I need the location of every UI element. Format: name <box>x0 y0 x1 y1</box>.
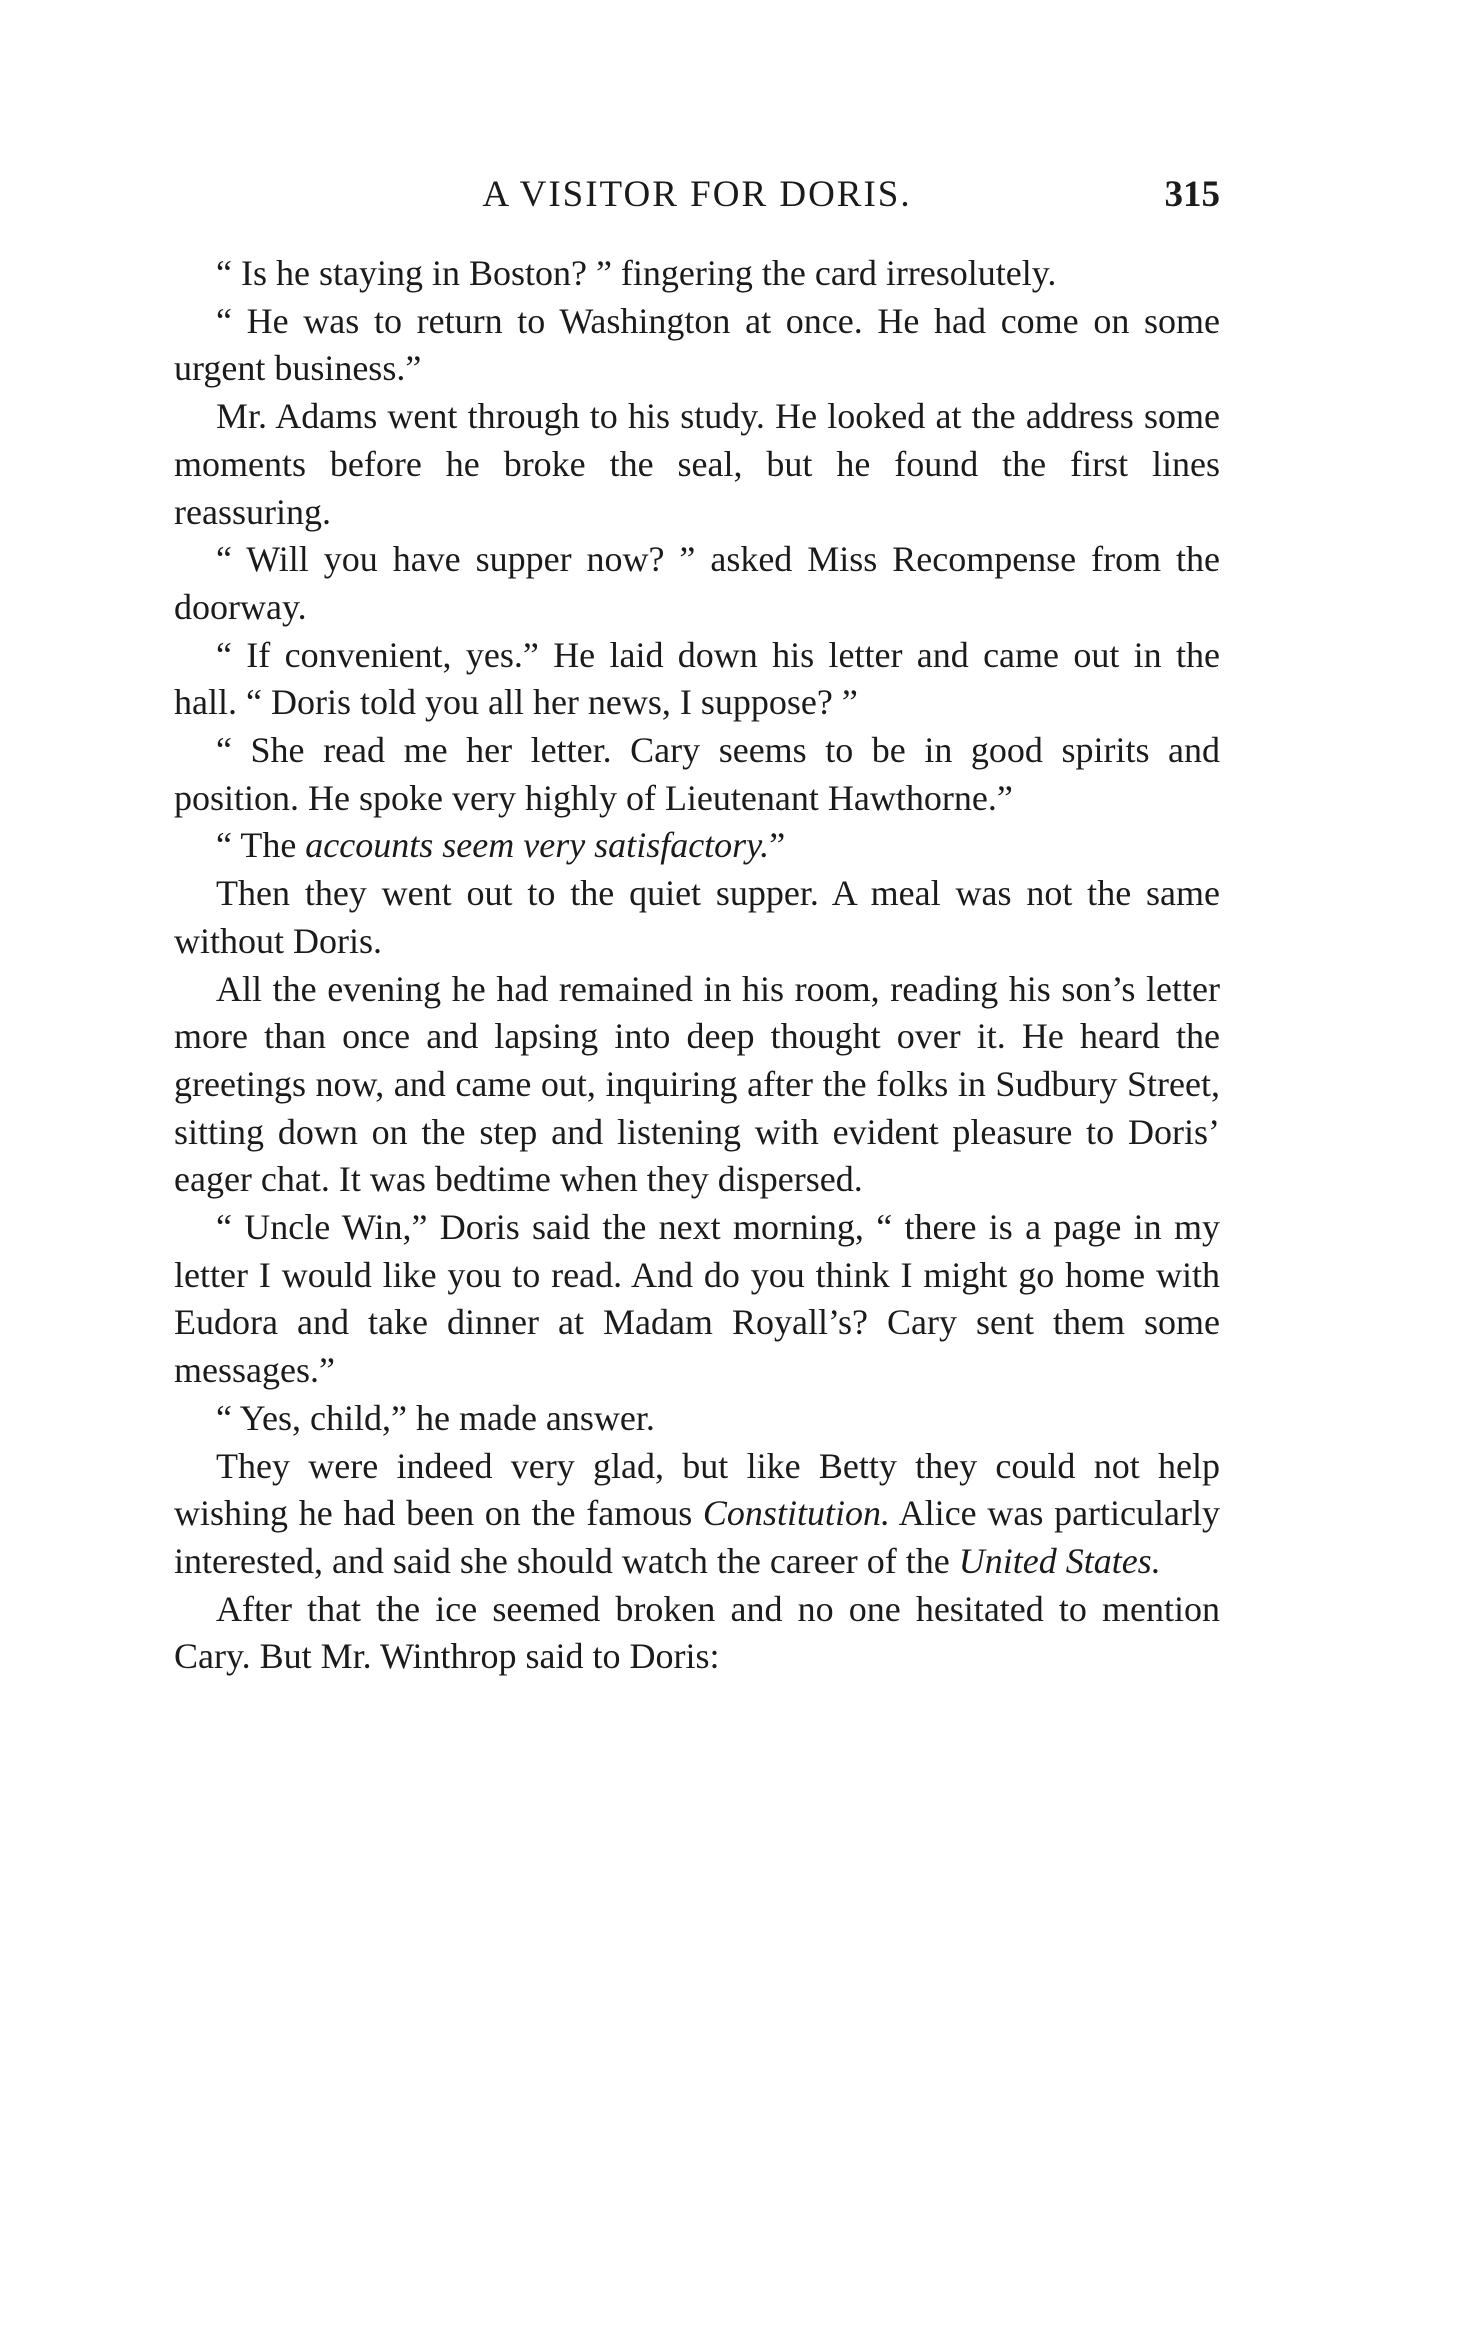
running-head <box>174 165 1220 225</box>
italic-ship-name: United States. <box>958 1540 1161 1581</box>
paragraph <box>174 822 1220 870</box>
paragraph: “ Will you have supper now? ” asked Miss Recompense from the doorway. <box>174 539 1220 627</box>
paragraph-text: Alice was particularly interested, and said she should watch the career of the <box>174 1493 1220 1581</box>
paragraph-text: “ The <box>216 825 306 866</box>
paragraph: “ Is he staying in Boston? ” fingering the card irresolutely. <box>216 253 1057 293</box>
paragraph: “ He was to return to Washington at once. He had come on some urgent business.” <box>174 300 1220 389</box>
body-text <box>174 250 1220 1681</box>
paragraph: Mr. Adams went through to his study. He looked at the address some moments before he broke the seal, but he found the first lines reassuring. <box>174 396 1220 532</box>
paragraph: “ She read me her letter. Cary seems to be in good spirits and position. He spoke very highly of Lieutenant Hawthorne.” <box>174 730 1220 818</box>
paragraph: “ Uncle Win,” Doris said the next morning, “ there is a page in my letter I would like you to read. And do you think I might go home with Eudora and take dinner at Madam Royall’s? Cary sent them some messages.” <box>174 1207 1220 1391</box>
paragraph: After that the ice seemed broken and no one hesitated to mention Cary. But Mr. Winthrop said to Doris: <box>174 1588 1220 1677</box>
italic-text: accounts seem very satisfactory. <box>305 825 770 866</box>
paragraph-text: They were indeed very glad, but like Betty they could not help wishing he had been on the famous <box>174 1445 1220 1534</box>
running-title: A VISITOR FOR DORIS. <box>482 174 912 215</box>
page-number: 315 <box>1164 174 1220 215</box>
paragraph: Then they went out to the quiet supper. A meal was not the same without Doris. <box>174 873 1220 961</box>
paragraph <box>174 1443 1220 1586</box>
paragraph: “ Yes, child,” he made answer. <box>216 1397 655 1438</box>
paragraph: All the evening he had remained in his room, reading his son’s letter more than once and lapsing into deep thought over it. He heard the greetings now, and came out, inquiring after the folks in Sudbury Street, sitting down on the step and listening with evident pleasure to Doris’ eager chat. It was bedtime when they dispersed. <box>174 968 1220 1200</box>
paragraph-text: ” <box>769 825 786 866</box>
italic-ship-name: Constitution. <box>702 1493 890 1534</box>
paragraph: “ If convenient, yes.” He laid down his letter and came out in the hall. “ Doris told you all her news, I suppose? ” <box>174 634 1220 723</box>
